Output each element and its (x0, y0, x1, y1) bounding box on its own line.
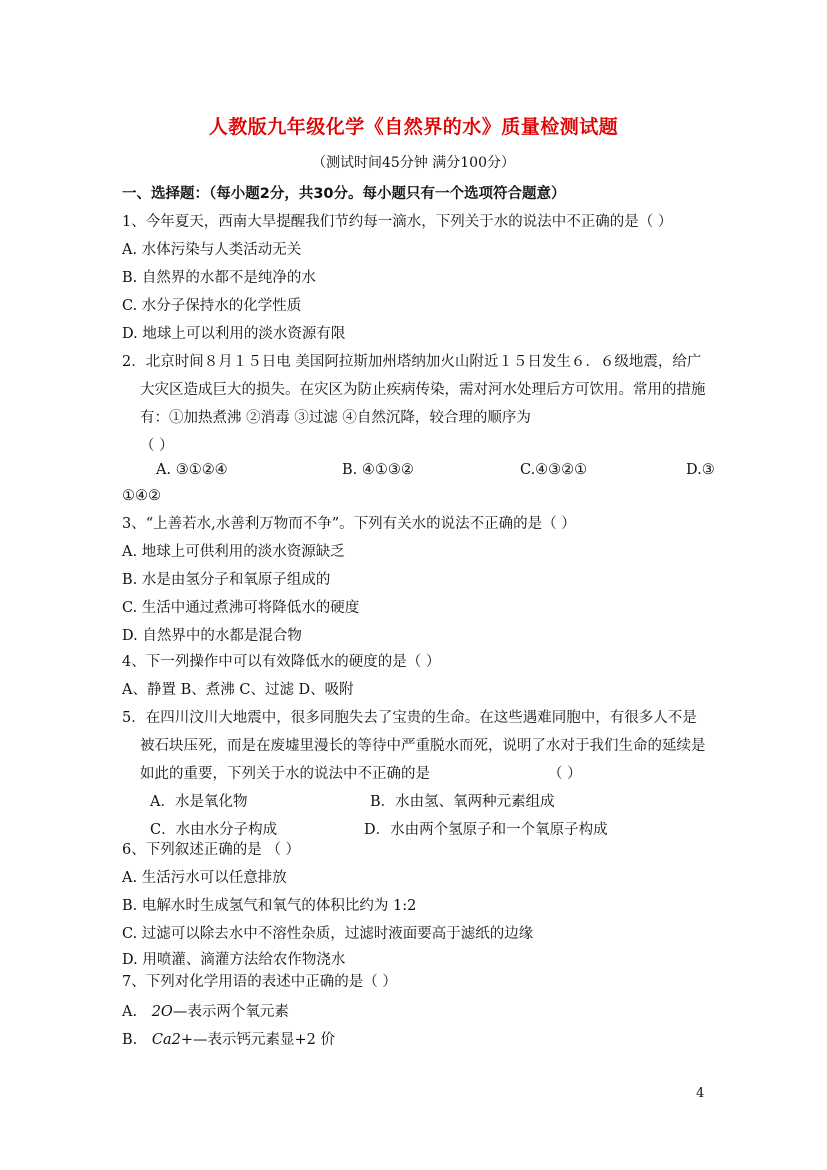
question-5-line-3: 如此的重要，下列关于水的说法中不正确的是 (140, 766, 430, 782)
page-number: 4 (696, 1086, 705, 1101)
question-3-option-c: C. 生活中通过煮沸可将降低水的硬度 (122, 600, 360, 616)
question-1-option-a: A. 水体污染与人类活动无关 (122, 242, 302, 258)
question-3-stem: 3、“上善若水,水善利万物而不争”。下列有关水的说法不正确的是（ ） (122, 516, 576, 532)
question-3-option-b: B. 水是由氢分子和氧原子组成的 (122, 572, 331, 588)
question-6-option-b: B. 电解水时生成氢气和氧气的体积比约为 1:2 (122, 898, 417, 914)
option-text: —表示钙元素显+2 价 (193, 1032, 335, 1048)
question-6-option-a: A. 生活污水可以任意排放 (122, 870, 287, 886)
option-text: —表示两个氧元素 (172, 1004, 289, 1020)
question-5-option-b: B．水由氢、氧两种元素组成 (370, 794, 555, 810)
question-2-option-b: B. ④①③② (342, 462, 414, 478)
chemical-formula: 2O (151, 1004, 173, 1020)
question-7-option-a (122, 1000, 289, 1021)
question-2-option-d-continued: ①④② (122, 488, 161, 504)
option-label: A. (122, 1004, 138, 1020)
question-7-stem: 7、下列对化学用语的表述中正确的是（ ） (122, 974, 397, 990)
question-1-stem: 1、今年夏天，西南大旱提醒我们节约每一滴水，下列关于水的说法中不正确的是（ ） (122, 214, 673, 230)
document-title: 人教版九年级化学《自然界的水》质量检测试题 (208, 116, 619, 138)
question-7-option-b (122, 1028, 335, 1049)
question-1-option-b: B. 自然界的水都不是纯净的水 (122, 270, 316, 286)
question-6-stem: 6、下列叙述正确的是 （ ） (122, 842, 300, 858)
question-2-option-c: C.④③②① (520, 462, 588, 478)
question-4-stem: 4、下一列操作中可以有效降低水的硬度的是（ ） (122, 654, 441, 670)
question-2-line-4: （ ） (140, 438, 174, 454)
chemical-formula: Ca2+ (151, 1032, 193, 1048)
question-2-line-3: 有：①加热煮沸 ②消毒 ③过滤 ④自然沉降，较合理的顺序为 (140, 410, 531, 426)
question-3-option-d: D. 自然界中的水都是混合物 (122, 628, 302, 644)
document-subtitle: （测试时间45分钟 满分100分） (312, 155, 515, 171)
question-2-line-2: 大灾区造成巨大的损失。在灾区为防止疾病传染，需对河水处理后方可饮用。常用的措施 (140, 382, 706, 398)
question-1-option-d: D. 地球上可以利用的淡水资源有限 (122, 326, 346, 342)
question-4-options: A、静置 B、煮沸 C、过滤 D、吸附 (122, 682, 354, 698)
question-3-option-a: A. 地球上可供利用的淡水资源缺乏 (122, 544, 345, 560)
question-5-line-2: 被石块压死，而是在废墟里漫长的等待中严重脱水而死，说明了水对于我们生命的延续是 (140, 738, 706, 754)
question-6-option-c: C. 过滤可以除去水中不溶性杂质，过滤时液面要高于滤纸的边缘 (122, 926, 534, 942)
question-5-option-c: C．水由水分子构成 (150, 822, 278, 838)
section-heading: 一、选择题：（每小题2分，共30分。每小题只有一个选项符合题意） (122, 186, 566, 202)
question-5-answer-paren: （ ） (548, 766, 582, 782)
question-5-option-a: A．水是氧化物 (150, 794, 248, 810)
option-label: B. (122, 1032, 138, 1048)
question-6-option-d: D. 用喷灌、滴灌方法给农作物浇水 (122, 952, 346, 968)
question-5-line-1: 5．在四川汶川大地震中，很多同胞失去了宝贵的生命。在这些遇难同胞中，有很多人不是 (122, 710, 697, 726)
question-1-option-c: C. 水分子保持水的化学性质 (122, 298, 302, 314)
question-2-option-a: A. ③①②④ (156, 462, 228, 478)
question-2-line-1: 2．北京时间８月１５日电 美国阿拉斯加州塔纳加火山附近１５日发生６．６级地震，给广 (122, 354, 702, 370)
question-5-option-d: D．水由两个氢原子和一个氧原子构成 (364, 822, 608, 838)
question-2-option-d: D.③ (686, 462, 715, 478)
